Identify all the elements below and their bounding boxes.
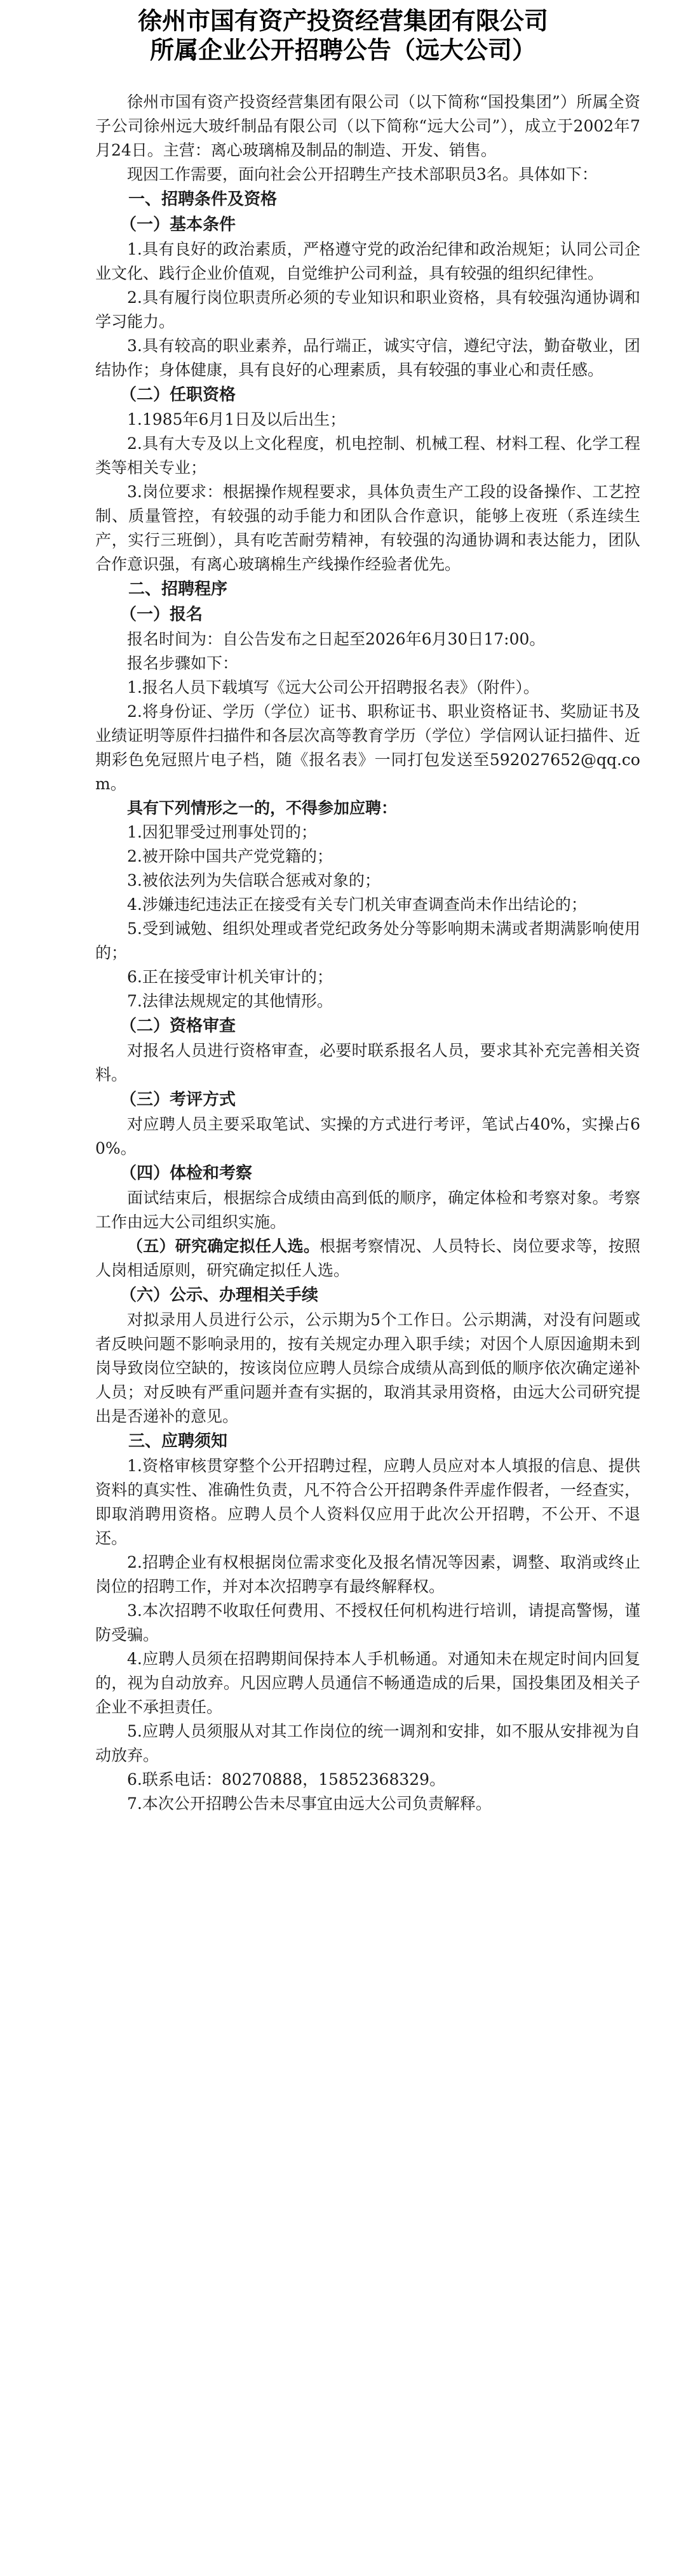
basic-condition-item: 2.具有履行岗位职责所必须的专业知识和职业资格，具有较强沟通协调和学习能力。	[95, 288, 640, 331]
basic-condition-item: 3.具有较高的职业素养，品行端正，诚实守信，遵纪守法，勤奋敬业，团结协作；身体健康，具有良好的心理素质，具有较强的事业心和责任感。	[95, 337, 640, 379]
intro-paragraph-positions: 现因工作需要，面向社会公开招聘生产技术部职员3名。具体如下：	[127, 165, 598, 184]
section-2-4-heading: （四）体检和考察	[120, 1164, 253, 1183]
section-1-2-heading: （二）任职资格	[120, 385, 236, 404]
section-2-heading: 二、招聘程序	[128, 580, 228, 599]
notice-item: 3.本次招聘不收取任何费用、不授权任何机构进行培训，请提高警惕，谨防受骗。	[95, 1601, 640, 1644]
qualification-item: 2.具有大专及以上文化程度，机电控制、机械工程、材料工程、化学工程类等相关专业；	[95, 434, 640, 477]
section-3-heading: 三、应聘须知	[128, 1432, 228, 1451]
exclusion-item: 2.被开除中国共产党党籍的；	[127, 847, 333, 865]
assessment-text: 对应聘人员主要采取笔试、实操的方式进行考评，笔试占40%，实操占60%。	[95, 1115, 640, 1158]
registration-steps-label: 报名步骤如下：	[127, 654, 239, 672]
basic-condition-item: 1.具有良好的政治素质，严格遵守党的政治纪律和政治规矩；认同公司企业文化、践行企业价值观，自觉维护公司利益，具有较强的组织纪律性。	[95, 240, 640, 283]
title-line-2: 所属企业公开招聘公告（远大公司）	[149, 36, 536, 64]
candidate-selection-text: 根据考察情况、人员特长、岗位要求等，按照人岗相适原则，研究确定拟任人选。	[95, 1237, 640, 1279]
qualification-item: 3.岗位要求：根据操作规程要求，具体负责生产工段的设备操作、工艺控制、质量管控，有较强的动手能力和团队合作意识，能够上夜班（系连续生产，实行三班倒），具有吃苦耐劳精神，有较强的沟通协调和表达能力，团队合作意识强，有离心玻璃棉生产线操作经验者优先。	[95, 483, 640, 573]
qualification-item: 1.1985年6月1日及以后出生；	[127, 410, 346, 429]
exclusion-item: 5.受到诫勉、组织处理或者党纪政务处分等影响期未满或者期满影响使用的；	[95, 919, 640, 962]
title-line-1: 徐州市国有资产投资经营集团有限公司	[137, 6, 548, 35]
section-1-heading: 一、招聘条件及资格	[128, 190, 278, 209]
section-1-1-heading: （一）基本条件	[120, 215, 236, 234]
qualification-review-text: 对报名人员进行资格审查，必要时联系报名人员，要求其补充完善相关资料。	[95, 1041, 640, 1084]
notice-item: 4.应聘人员须在招聘期间保持本人手机畅通。对通知未在规定时间内回复的，视为自动放弃。凡因应聘人员通信不畅通造成的后果，国投集团及相关子企业不承担责任。	[95, 1650, 640, 1716]
exclusion-item: 6.正在接受审计机关审计的；	[127, 968, 333, 986]
page-title	[46, 0, 640, 65]
registration-time: 报名时间为：自公告发布之日起至2026年6月30日17:00。	[127, 630, 546, 648]
registration-step: 1.报名人员下载填写《远大公司公开招聘报名表》（附件）。	[127, 678, 539, 697]
notice-item: 5.应聘人员须服从对其工作岗位的统一调剂和安排，如不服从安排视为自动放弃。	[95, 1722, 640, 1765]
notice-item: 2.招聘企业有权根据岗位需求变化及报名情况等因素，调整、取消或终止岗位的招聘工作，并对本次招聘享有最终解释权。	[95, 1553, 640, 1596]
section-2-1-heading: （一）报名	[120, 605, 203, 624]
registration-step: 2.将身份证、学历（学位）证书、职称证书、职业资格证书、奖励证书及业绩证明等原件扫描件和各层次高等教育学历（学位）学信网认证扫描件、近期彩色免冠照片电子档，随《报名表》一同打包发送至592027652@qq.com。	[95, 702, 640, 793]
contact-phone: 6.联系电话：80270888，15852368329。	[127, 1770, 446, 1789]
section-2-5-heading: （五）研究确定拟任人选。	[127, 1237, 320, 1255]
exclusion-item: 3.被依法列为失信联合惩戒对象的；	[127, 871, 380, 890]
section-2-6-heading: （六）公示、办理相关手续	[120, 1286, 319, 1305]
publicity-text: 对拟录用人员进行公示，公示期为5个工作日。公示期满，对没有问题或者反映问题不影响录用的，按有关规定办理入职手续；对因个人原因逾期未到岗导致岗位空缺的，按该岗位应聘人员综合成绩从高到低的顺序依次确定递补人员；对反映有严重问题并查有实据的，取消其录用资格，由远大公司研究提出是否递补的意见。	[95, 1311, 640, 1425]
medical-check-text: 面试结束后，根据综合成绩由高到低的顺序，确定体检和考察对象。考察工作由远大公司组织实施。	[95, 1189, 640, 1231]
exclusion-item: 1.因犯罪受过刑事处罚的；	[127, 823, 317, 841]
section-2-3-heading: （三）考评方式	[120, 1090, 236, 1109]
exclusion-item: 4.涉嫌违纪违法正在接受有关专门机关审查调查尚未作出结论的；	[127, 895, 587, 914]
candidate-selection-paragraph	[95, 1234, 640, 1283]
section-2-2-heading: （二）资格审查	[120, 1017, 236, 1036]
exclusion-item: 7.法律法规规定的其他情形。	[127, 992, 333, 1010]
notice-item: 1.资格审核贯穿整个公开招聘过程，应聘人员应对本人填报的信息、提供资料的真实性、准确性负责，凡不符合公开招聘条件弄虚作假者，一经查实，即取消聘用资格。应聘人员个人资料仅应用于此次公开招聘，不公开、不退还。	[95, 1457, 640, 1547]
intro-paragraph-company: 徐州市国有资产投资经营集团有限公司（以下简称“国投集团”）所属全资子公司徐州远大玻纤制品有限公司（以下简称“远大公司”），成立于2002年7月24日。主营：离心玻璃棉及制品的制造、开发、销售。	[95, 93, 640, 159]
notice-item: 7.本次公开招聘公告未尽事宜由远大公司负责解释。	[127, 1794, 492, 1813]
exclusion-heading: 具有下列情形之一的，不得参加应聘：	[127, 799, 398, 817]
